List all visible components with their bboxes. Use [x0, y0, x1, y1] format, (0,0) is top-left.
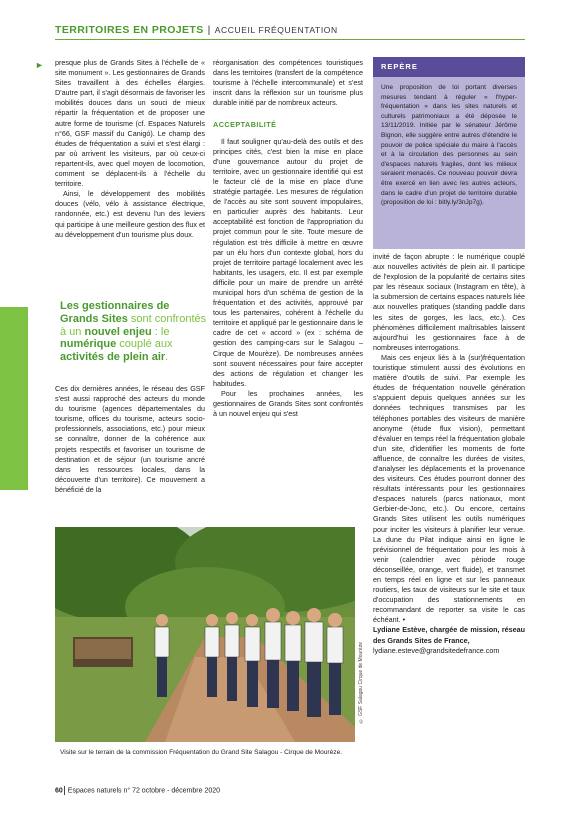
photo-credit: © GSF Salagou Cirque de Mourèze — [358, 642, 364, 724]
field-visit-photo — [55, 527, 355, 742]
author-email: lydiane.esteve@grandsitedefrance.com — [373, 645, 500, 655]
paragraph: presque plus de Grands Sites à l'échelle de « site monument ». Les gestionnaires de Grands Sites travaillent à des échelles élargies. D'autre part, il s'agit désormais de favoriser les mobilités douces dans un souci de mieux répartir la fréquentation et de proposer une autre forme de tourisme (cf. Espaces Naturels n°66, GSF massif du Canigó). Le champ des études de fréquentation a suivi et s'est élargi : par où arrivent les visiteurs, par où ceux-ci repartent-ils, avec quel moyen de locomotion, comment se déplacent-ils à l'échelle du territoire. — [55, 58, 205, 189]
repere-box — [373, 57, 525, 249]
paragraph: Ces dix dernières années, le réseau des GSF s'est aussi rapproché des acteurs du monde du tourisme (agences départementales du tourisme, offices du tourisme, acteurs socio-professionnels, associations, etc.) pour mieux se connaître, donner de la cohérence aux projets respectifs et favoriser un tourisme de destination et de séjour (un tourisme ancré dans les ressources locales, dans la découverte d'un territoire). Ce mouvement a bénéficié de la — [55, 384, 205, 494]
column-2 — [213, 58, 363, 419]
paragraph: Pour les prochaines années, les gestionnaires de Grands Sites sont confrontés à un nouvel enjeu qui s'est — [213, 388, 363, 419]
paragraph: Ainsi, le développement des mobilités douces (vélo, vélo à assistance électrique, randonnée, etc.) est devenu l'un des leviers qui participe à une meilleure gestion des flux et au développement d'un tourisme plus doux. — [55, 189, 205, 239]
pull-quote-part: sont confrontés à un — [60, 312, 207, 338]
paragraph: réorganisation des compétences touristiques dans les territoires (transfert de la compétence tourisme à l'échelle intercommunale) et s'est inscrit dans la réflexion sur un tourisme plus durable initié par de nombreux acteurs. — [213, 58, 363, 108]
author-name: Lydiane Estève, chargée de mission, réseau des Grands Sites de France, — [373, 625, 525, 645]
pull-quote-part: nouvel enjeu — [84, 325, 152, 338]
page-number: 60 — [55, 787, 63, 795]
column-3 — [373, 252, 525, 656]
footer-divider — [64, 786, 65, 795]
paragraph: invité de façon abrupte : le numérique couplé aux nouvelles activités de plein air. Il participe de l'explosion de la popularité de certains sites par les réseaux sociaux (Instagram en tête), à la submersion de certains espaces naturels liée aux nouvelles pratiques (standing paddle dans les sites de gorges, les lacs, etc.). Ces phénomènes difficilement maîtrisables laissent aujourd'hui les gestionnaires face à de nombreuses interrogations. — [373, 252, 525, 352]
subsection-title: ACCUEIL FRÉQUENTATION — [214, 25, 338, 35]
pull-quote-part: . — [165, 351, 169, 364]
photo-caption: Visite sur le terrain de la commission Fréquentation du Grand Site Salagou - Cirque de Mourèze. — [60, 749, 343, 756]
pull-quote — [60, 300, 210, 364]
pull-quote-part: numérique — [60, 338, 117, 351]
section-heading: ACCEPTABILITÉ — [213, 120, 277, 130]
repere-title: REPÈRE — [373, 57, 525, 77]
repere-text: Une proposition de loi portant diverses mesures tendant à réguler « l'hyper-fréquentation » dans les sites naturels et culturels patrimoniaux a été déposée le 13/11/2019. Initiée par le sénateur Jérôme Bignon, elle suggère entre autres d'étendre le pouvoir de police spéciale du maire à l'accès et à la circulation des personnes au sein d'espaces naturels fragiles, dont les milieux seraient menacés. Ce nouveau pouvoir devra être exercé en lien avec les autres acteurs, dans le cadre d'un projet de territoire durable (proposition de loi : bitly.ly/3nJp7g). — [381, 84, 517, 207]
section-title: TERRITOIRES EN PROJETS — [55, 24, 204, 36]
publication-info: Espaces naturels n° 72 octobre - décembre 2020 — [67, 787, 221, 795]
photo-illustration — [55, 527, 355, 742]
pull-quote-part: : le — [151, 325, 170, 338]
pull-quote-part: couplé aux — [116, 338, 173, 351]
green-side-tab — [0, 307, 28, 490]
column-1 — [55, 58, 205, 240]
paragraph: Il faut souligner qu'au-delà des outils et des principes cités, c'est bien la mise en place d'une gouvernance autour du projet de territoire, avec un gestionnaire identifié qui est le facteur clé de la mise en place d'une stratégie partagée. Les mesures de régulation de l'accès au site sont souvent impopulaires, en particulier auprès des habitants. Leur acceptabilité est fonction de l'appropriation du projet commun pour le site. Toute mesure de régulation est très difficile à mettre en œuvre par un élu hors d'un contexte global, hors du projet de territoire partagé localement avec les habitants, les usagers, etc. Il est par exemple difficile pour un maire de prendre un arrêté municipal hors d'un schéma de gestion de la fréquentation et des activités, approuvé par tous les partenaires, cohérent à l'échelle du territoire et appliqué par le gestionnaire dans le cadre de cet « accord » (ex : schéma de gestion des camping-cars sur le Salagou – Cirque de Mourèze). De nombreuses années sont souvent nécessaires pour faire accepter des actions de régulation et changer les habitudes. — [213, 136, 363, 388]
continuation-arrow-icon: ► — [35, 60, 44, 70]
page-footer — [55, 786, 220, 795]
header-rule — [55, 39, 525, 40]
pull-quote-part: activités de plein air — [60, 351, 166, 364]
column-1-lower — [55, 384, 205, 495]
paragraph: Mais ces enjeux liés à la (sur)fréquentation touristique stimulent aussi des évolutions en matière d'outils de suivi. Par exemple les études de fréquentation nouvelle génération s'appuient depuis quelques années sur les données techniques transmises par les téléphones portables des visiteurs de manière anonyme (étude flux vision), permettant d'évaluer en temps réel la fréquentation globale d'un site, d'identifier les moments de forte affluence, de connaître les durées de visites, d'analyser les déplacements et la provenance des visiteurs. Ces études pourront donner des résultats intéressants pour les gestionnaires d'espaces naturels (parcs nationaux, mont Gerbier-de-Jonc, etc.). Ou encore, certains Grands Sites utilisent les outils numériques pour inciter les visiteurs à planifier leur venue. La dune du Pilat indique ainsi en ligne le prévisionnel de fréquentation pour les mois à venir (calendrier avec période rouge déconseillée, orange, vert fluide), et transmet en temps réel en ligne et sur les panneaux routiers, les taux de visiteurs sur le site et taux d'occupation des stationnements en recommandant de reporter sa visite le cas échéant. • — [373, 352, 525, 625]
pull-quote-part: Les gestionnaires de Grands Sites — [60, 300, 170, 325]
running-header — [55, 24, 338, 36]
header-separator: | — [207, 24, 211, 36]
